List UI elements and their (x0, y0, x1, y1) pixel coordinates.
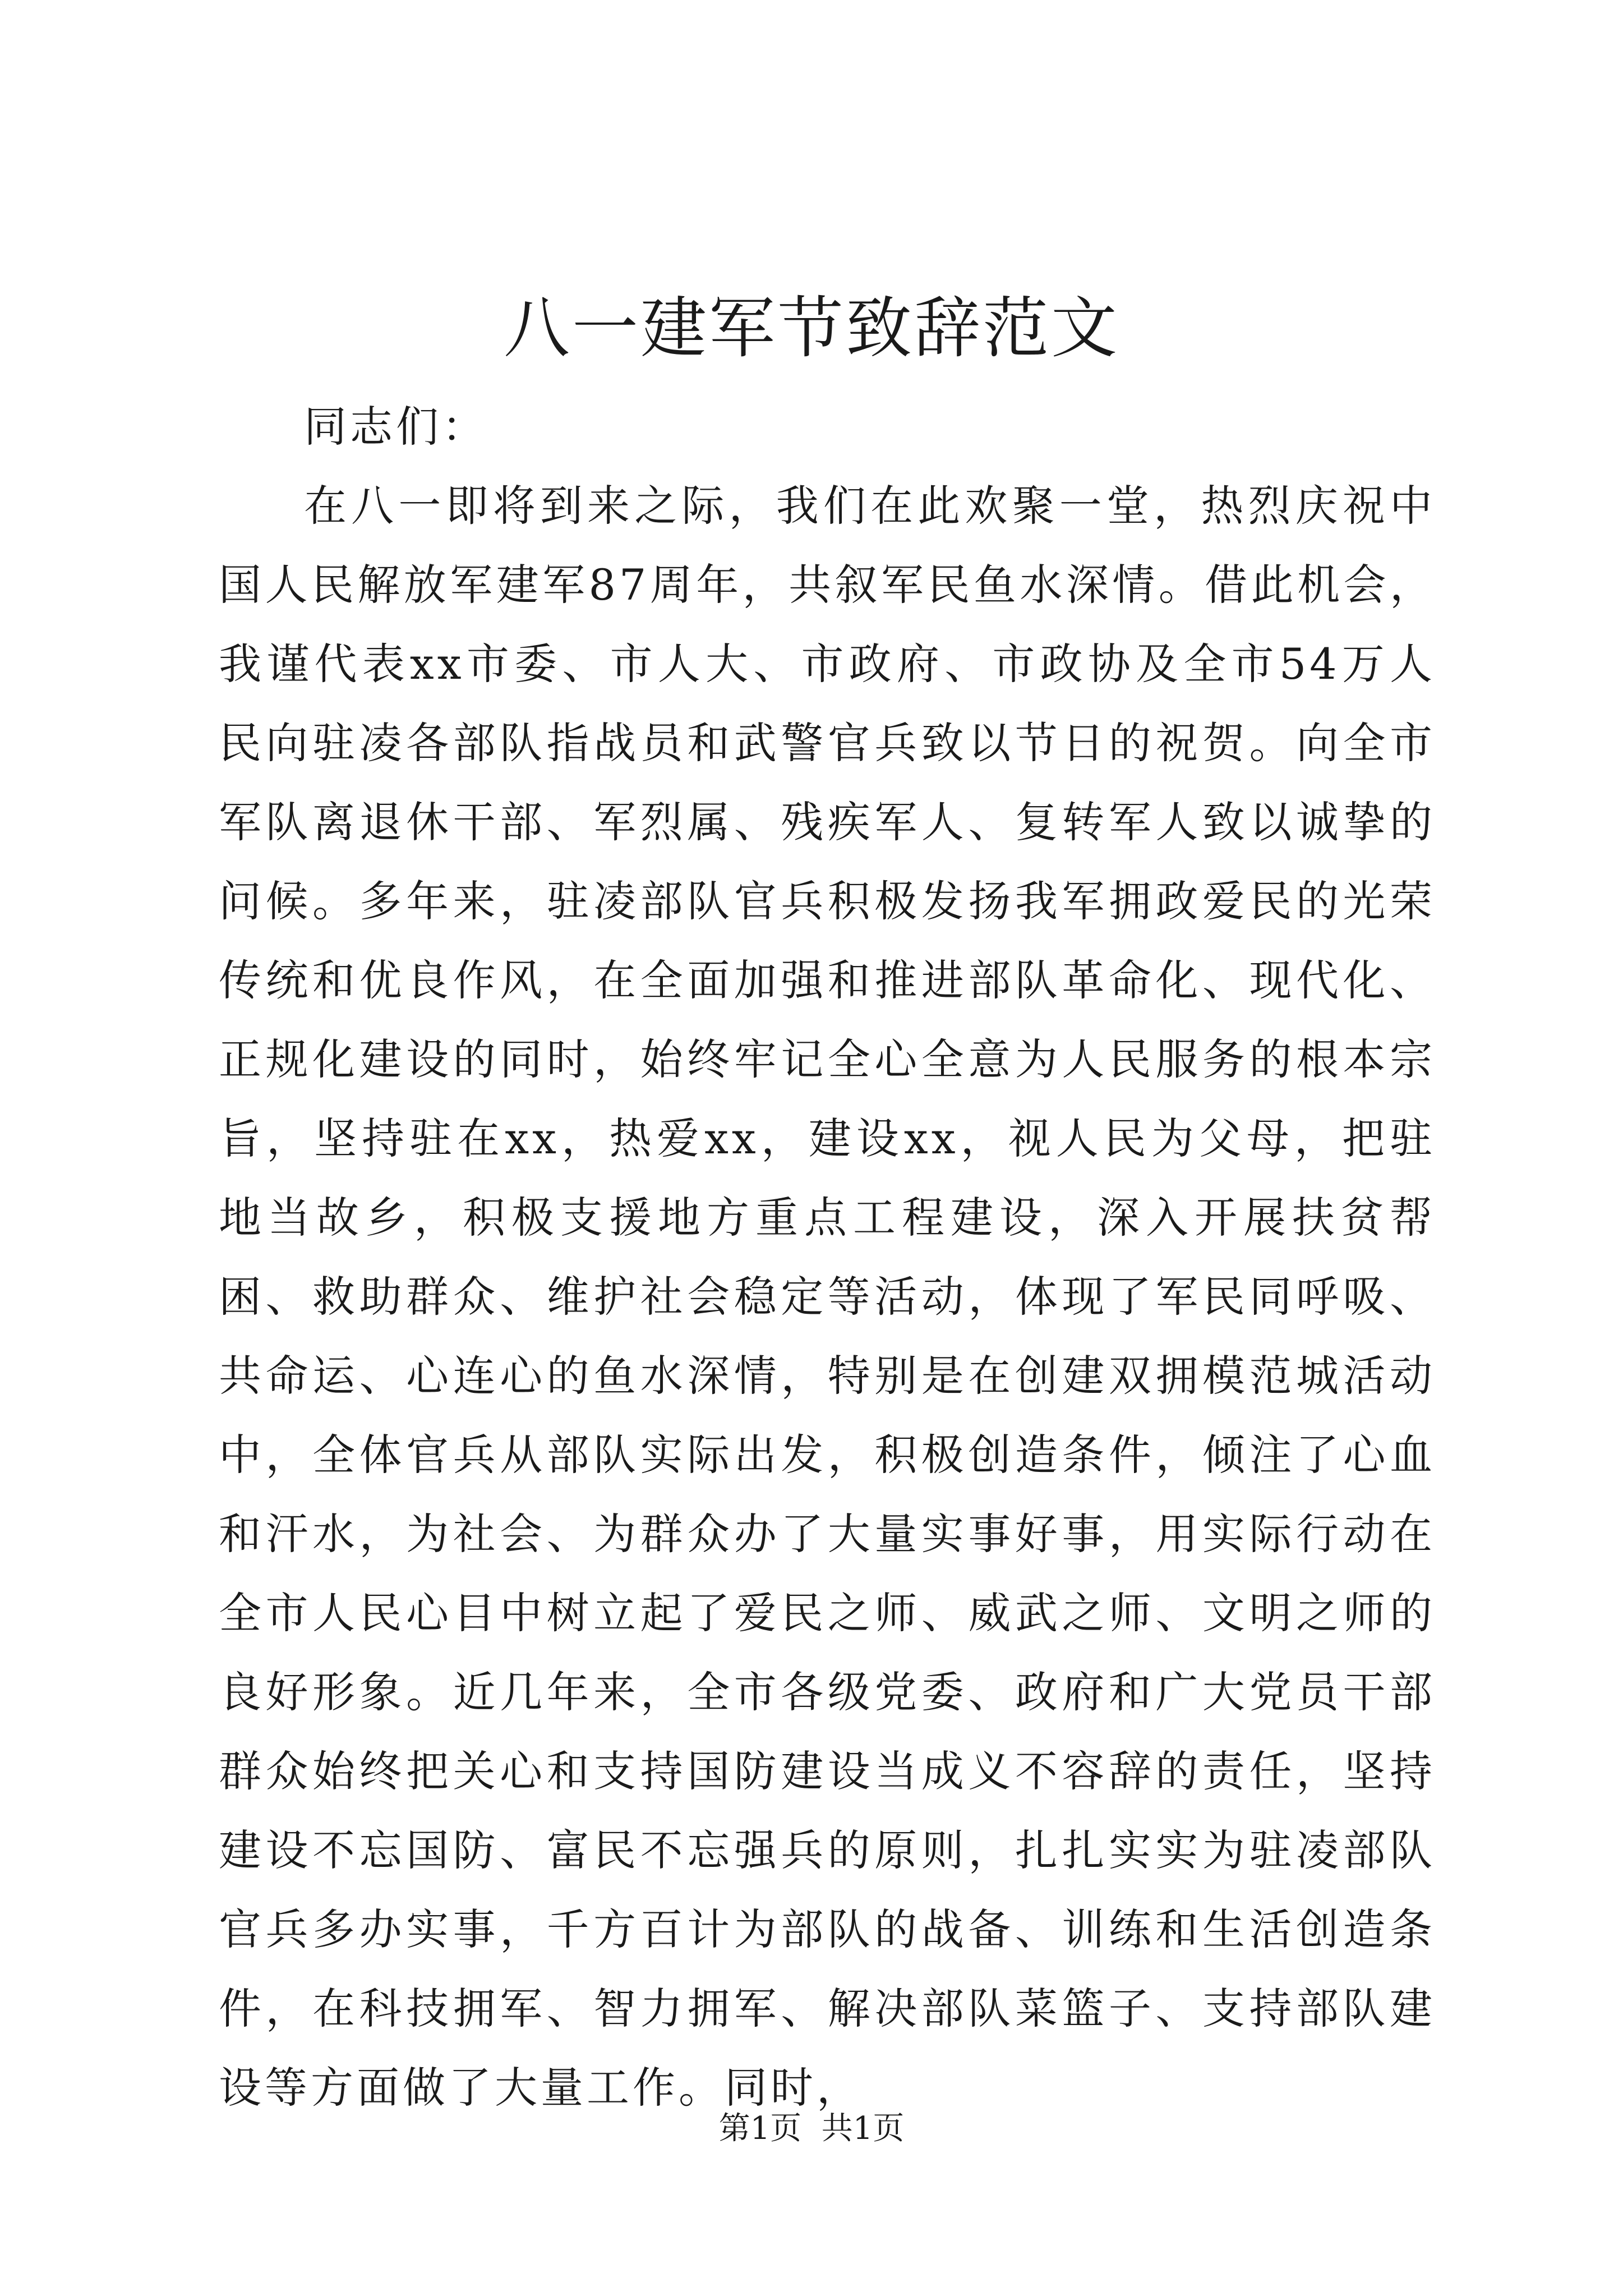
page-footer (0, 2106, 1623, 2151)
paragraph: 在八一即将到来之际，我们在此欢聚一堂，热烈庆祝中国人民解放军建军87周年，共叙军民鱼水深情。借此机会，我谨代表xx市委、市人大、市政府、市政协及全市54万人民向驻凌各部队指战员和武警官兵致以节日的祝贺。向全市军队离退休干部、军烈属、残疾军人、复转军人致以诚挚的问候。多年来，驻凌部队官兵积极发扬我军拥政爱民的光荣传统和优良作风，在全面加强和推进部队革命化、现代化、正规化建设的同时，始终牢记全心全意为人民服务的根本宗旨，坚持驻在xx，热爱xx，建设xx，视人民为父母，把驻地当故乡，积极支援地方重点工程建设，深入开展扶贫帮困、救助群众、维护社会稳定等活动，体现了军民同呼吸、共命运、心连心的鱼水深情，特别是在创建双拥模范城活动中，全体官兵从部队实际出发，积极创造条件，倾注了心血和汗水，为社会、为群众办了大量实事好事，用实际行动在全市人民心目中树立起了爱民之师、威武之师、文明之师的良好形象。近几年来，全市各级党委、政府和广大党员干部群众始终把关心和支持国防建设当成义不容辞的责任，坚持建设不忘国防、富民不忘强兵的原则，扎扎实实为驻凌部队官兵多办实事，千方百计为部队的战备、训练和生活创造条件，在科技拥军、智力拥军、解决部队菜篮子、支持部队建设等方面做了大量工作。同时， (219, 481, 1436, 2113)
document-body (219, 387, 1436, 2127)
document-title: 八一建军节致辞范文 (503, 289, 1119, 367)
salutation: 同志们： (304, 402, 488, 452)
page-number: 第1页 共1页 (718, 2110, 905, 2147)
